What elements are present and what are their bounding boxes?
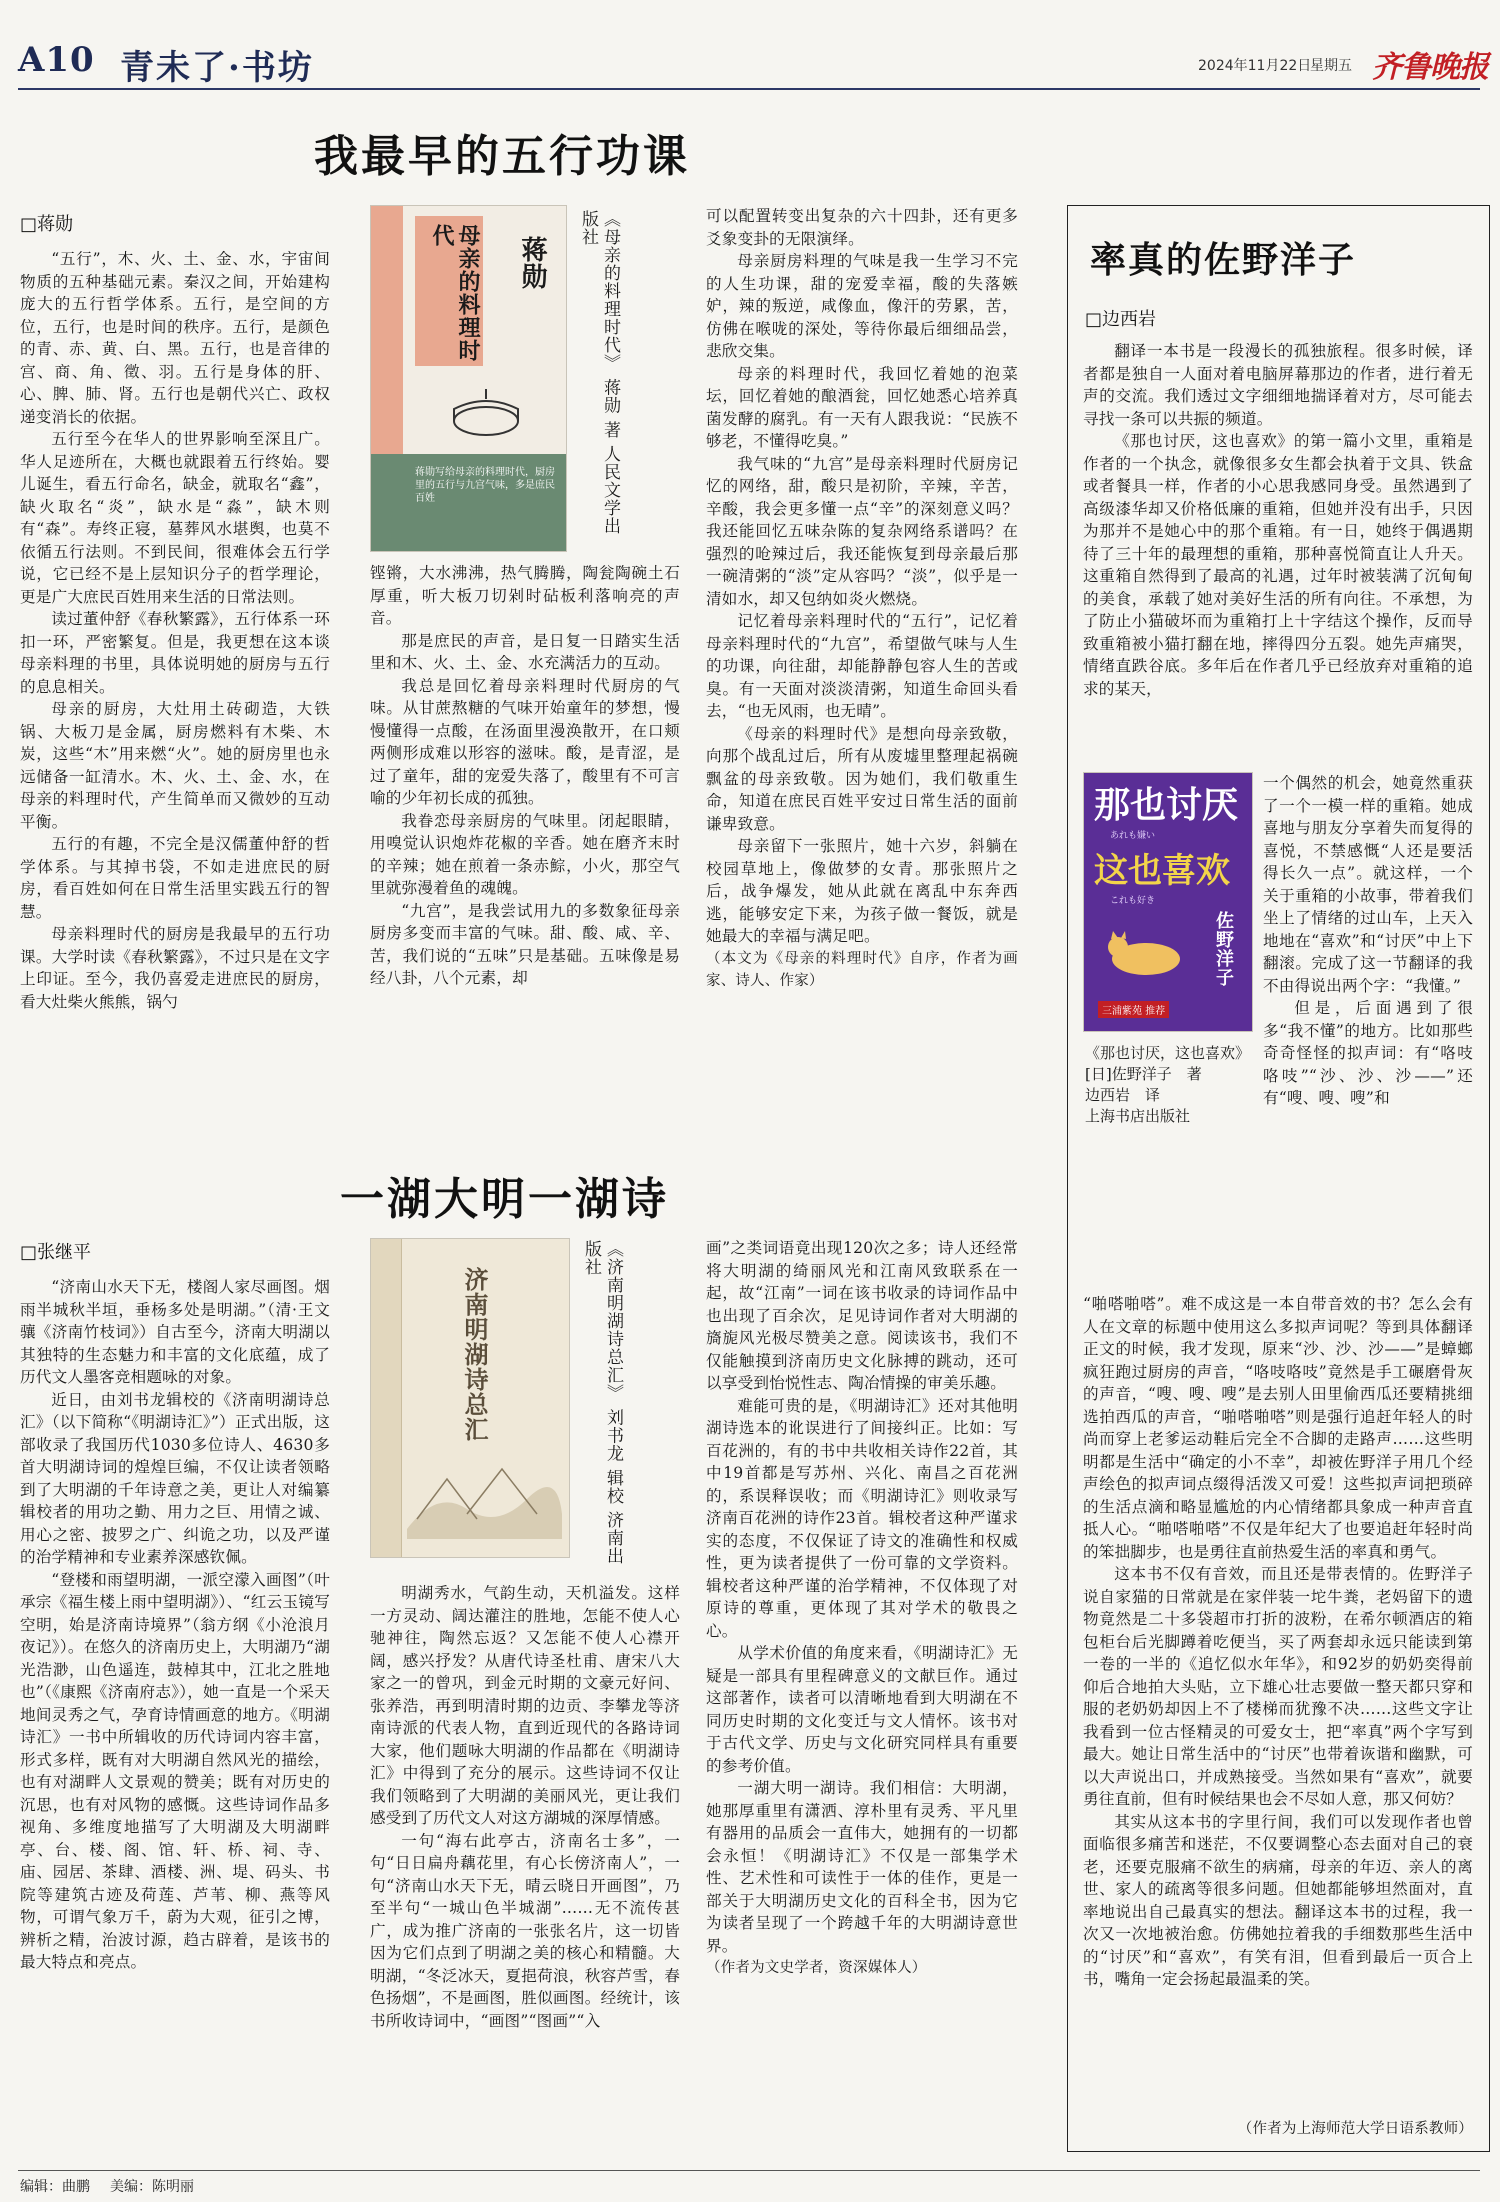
paragraph: 这本书不仅有音效，而且还是带表情的。佐野洋子说自家猫的日常就是在家伴装一坨牛粪，老妈留下的遗物竟然是二十多袋超市打折的波粉，在希尔顿酒店的箱包柜台后光脚蹲着吃便当，买了两套却永远只能读到第一卷的一半的《追忆似水年华》，和92岁的奶奶奕得前仰后合地拍大头贴，立下雄心壮志要做一整天都只穿和服的老奶奶却因上不了楼梯而犹豫不决……这些文字让我看到一位古怪精灵的可爱女士，把“率真”两个字写到最大。她让日常生活中的“讨厌”也带着诙谐和幽默，可以大声说出口，并成熟接受。当然如果有“喜欢”，就要勇往直前，但有时候结果也会不尽如人意，那又何妨？ xyxy=(1083,1565,1473,1808)
paragraph: 母亲厨房料理的气味是我一生学习不完的人生功课，甜的宠爱幸福，酸的失落嫉妒，辣的叛逆，咸像血，像汗的劳累，苦，仿佛在喉咙的深处，等待你最后细细品尝，悲欣交集。 xyxy=(706,252,1018,360)
paragraph: 明湖秀水，气韵生动，天机溢发。这样一方灵动、阔达灌注的胜地，怎能不使人心驰神往，陶然忘返？又怎能不使人心襟开阔，感兴抒发？从唐代诗圣杜甫、唐宋八大家之一的曾巩，到金元时期的文豪元好问、张养浩，再到明清时期的边贡、李攀龙等济南诗派的代表人物，直到近现代的各路诗词大家，他们题咏大明湖的作品都在《明湖诗汇》中得到了充分的展示。这些诗词不仅让我们领略到了大明湖的美丽风光，更让我们感受到了历代文人对这方湖城的深厚情感。 xyxy=(370,1584,680,1827)
paragraph: 一个偶然的机会，她竟然重获了一个一模一样的重箱。她成喜地与朋友分享着失而复得的喜悦，不禁感慨“人还是要活得长久一点”。就这样，一个关于重箱的小故事，带着我们坐上了情绪的过山车，上天入地地在“喜欢”和“讨厌”中上下翻滚。完成了这一节翻译的我不由得说出两个字：“我懂。” xyxy=(1263,774,1473,995)
paragraph: 母亲料理时代的厨房是我最早的五行功课。大学时读《春秋繁露》，不过只是在文字上印证。至今，我仍喜爱走进庶民的厨房，看大灶柴火熊熊，锅勺 xyxy=(20,925,330,1011)
paragraph: 我总是回忆着母亲料理时代厨房的气味。从甘蔗熬糖的气味开始童年的梦想，慢慢懂得一点酸，在汤面里漫涣散开，在口颊两侧形成难以形容的滋味。酸，是青涩，是过了童年，甜的宠爱失落了，酸里有不可言喻的少年初长成的孤独。 xyxy=(370,676,680,807)
paragraph: 《那也讨厌，这也喜欢》的第一篇小文里，重箱是作者的一个执念，就像很多女生都会执着于文具、铁盒或者餐具一样，作者的小心思我感同身受。虽然遇到了高级漆华却又价格低廉的重箱，但她并没有出手，只因为那并不是她心中的那个重箱。有一日，她终于偶遇期待了三十年的最理想的重箱，那种喜悦简直让人升天。这重箱自然得到了最高的礼遇，过年时被装满了沉甸甸的美食，承载了她对美好生活的所有向往。不承想，为了防止小猫破坏而为重箱打上十字结这个操作，反而导致重箱被小猫打翻在地，摔得四分五裂。她先声痛哭，情绪直跌谷底。多年后在作者几乎已经放弃对重箱的追求的某天， xyxy=(1083,432,1473,698)
paragraph: 近日，由刘书龙辑校的《济南明湖诗总汇》（以下简称“《明湖诗汇》”）正式出版，这部收录了我国历代1030多位诗人、4630多首大明湖诗词的煌煌巨编，不仅让读者领略到了大明湖的千年诗意之美，更让人对编纂辑校者的用功之勤、用力之巨、用情之诚、用心之密、披罗之广、纠诡之功，以及严谨的治学精神和专业素养深感钦佩。 xyxy=(20,1390,330,1566)
paragraph: 翻译一本书是一段漫长的孤独旅程。很多时候，译者都是独自一人面对着电脑屏幕那边的作者，进行着无声的交流。我们透过文字细细地揣译着对方，尽可能去寻找一条可以共振的频道。 xyxy=(1083,342,1473,428)
book-cover-mothers-cooking xyxy=(370,205,567,552)
article3-book-caption xyxy=(1085,1043,1255,1127)
paragraph: 从学术价值的角度来看，《明湖诗汇》无疑是一部具有里程碑意义的文献巨作。通过这部著作，读者可以清晰地看到大明湖在不同历史时期的文化变迁与文人情怀。该书对于古代文学、历史与文化研究同样具有重要的参考价值。 xyxy=(706,1644,1018,1775)
paragraph: 铿锵，大水沸沸，热气腾腾，陶瓮陶碗土石厚重，听大板刀切剁时砧板利落响亮的声音。 xyxy=(370,564,680,627)
cover-blurb: 蒋勋写给母亲的料理时代，厨房里的五行与九宫气味，多是庶民百姓 xyxy=(415,467,555,504)
article3-title: 率真的佐野洋子 xyxy=(1090,239,1357,281)
cover-title: 母亲的料理时代 xyxy=(429,224,481,362)
caption-line: [日]佐野洋子 著 xyxy=(1085,1065,1202,1083)
footer-designer: 美编：陈明丽 xyxy=(110,2179,194,2195)
paragraph: 《母亲的料理时代》是想向母亲致敬，向那个战乱过后，所有从废墟里整理起祸碗飘盆的母亲致敬。因为她们，我们敬重生命，知道在庶民百姓平安过日常生活的面前谦卑致意。 xyxy=(706,724,1018,833)
cover-illustration-icon xyxy=(441,381,531,441)
cover-small-a: あれも嫌い xyxy=(1110,831,1156,841)
cover-title: 济南明湖诗总汇 xyxy=(460,1267,489,1442)
paragraph: “啪嗒啪嗒”。难不成这是一本自带音效的书？怎么会有人在文章的标题中使用这么多拟声词呢？等到具体翻译正文的时候，我才发现，原来“沙、沙、沙——”是蟑螂疯狂跑过厨房的声音，“咯吱咯吱”竟然是手工碾磨骨灰的声音，“嗖、嗖、嗖”是去别人田里偷西瓜还要精挑细选拍西瓜的声音，“啪嗒啪嗒”则是强行追赶年轻人的时尚而穿上老爹运动鞋后完全不合脚的走路声……这些明明都是生活中“确定的小不幸”，却被佐野洋子用几个经声绘色的拟声词点缀得活泼又可爱！这些拟声词把琐碎的生活点滴和略显尴尬的内心情绪都具象成一种声音直抵人心。“啪嗒啪嗒”不仅是年纪大了也要追赶年轻时尚的笨拙脚步，也是勇往直前热爱生活的率真和勇气。 xyxy=(1083,1295,1473,1561)
footer-divider xyxy=(18,2170,1480,2171)
paragraph: 但是，后面遇到了很多“我不懂”的地方。比如那些奇奇怪怪的拟声词：有“咯吱咯吱”“沙、沙、沙——”还有“嗖、嗖、嗖”和 xyxy=(1263,999,1473,1107)
newspaper-logo: 齐鲁晚报 xyxy=(1372,50,1488,85)
issue-weekday: 星期五 xyxy=(1310,58,1352,74)
issue-date: 2024年11月22日 xyxy=(1198,58,1312,74)
article1-byline: □蒋勋 xyxy=(20,214,74,235)
paragraph: 那是庶民的声音，是日复一日踏实生活里和木、火、土、金、水充满活力的互动。 xyxy=(370,631,680,672)
article1-book-caption: 《母亲的料理时代》 蒋勋 著 人民文学出版社 xyxy=(578,210,620,536)
cover-title-a: 那也讨厌 xyxy=(1094,784,1239,826)
page-number: A10 xyxy=(18,40,95,80)
cover-landscape-icon xyxy=(407,1429,562,1539)
paragraph: 其实从这本书的字里行间，我们可以发现作者也曾面临很多痛苦和迷茫，不仅要调整心态去面对自己的衰老，还要克服痛不欲生的病痛，母亲的年迈、亲人的离世、家人的疏离等很多问题。但她都能够坦然面对，直率地说出自己最真实的想法。翻译这本书的过程，我一次又一次地被治愈。仿佛她拉着我的手细数那些生活中的“讨厌”和“喜欢”，有笑有泪，但看到最后一页合上书，嘴角一定会扬起最温柔的笑。 xyxy=(1083,1812,1473,1988)
footer-editor: 编辑：曲鹏 xyxy=(20,2179,90,2195)
paragraph: 我气味的“九宫”是母亲料理时代厨房记忆的网络，甜，酸只是初阶，辛辣，辛苦，辛酸，我会更多懂一点“辛”的深刻意义吗？我还能回忆五味杂陈的复杂网络系谱吗？在强烈的呛辣过后，我还能恢复到母亲最后那一碗清粥的“淡”定从容吗？“淡”，似乎是一清如水，却又包纳如炎火燃烧。 xyxy=(706,454,1018,608)
cover-spine xyxy=(371,1239,402,1557)
paragraph: “九宫”，是我尝试用九的多数象征母亲厨房多变而丰富的气味。甜、酸、咸、辛、苦，我们说的“五味”只是基础。五味像是易经八卦，八个元素，却 xyxy=(370,901,680,987)
article2-column-1 xyxy=(20,1276,330,2150)
article1-column-3 xyxy=(706,205,1018,1030)
article1-column-1 xyxy=(20,248,330,1030)
article2-author-note: （作者为文史学者，资深媒体人） xyxy=(706,1960,927,1976)
article3-text-top xyxy=(1083,340,1473,766)
section-title: 青未了·书坊 xyxy=(120,48,314,88)
paragraph: “登楼和雨望明湖，一派空濛入画图”（叶承宗《福生楼上雨中望明湖》）、“红云玉镜写空明，始是济南诗境界”（翁方纲《小沧浪月夜记》）。在悠久的济南历史上，大明湖乃“湖光浩渺，山色遥连，鼓棹其中，江北之胜地也”（《康熙《济南府志》），她一直是一个采天地间灵秀之气，孕育诗情画意的地方。《明湖诗汇》一书中所辑收的历代诗词内容丰富，形式多样，既有对大明湖自然风光的描绘，也有对湖畔人文景观的赞美；既有对历史的沉思，也有对风物的感慨。这些诗词作品多视角、多维度地描写了大明湖及大明湖畔亭、台、楼、阁、馆、轩、桥、祠、寺、庙、园居、茶肆、酒楼、洲、堤、码头、书院等建筑古迹及荷莲、芦苇、柳、燕等风物，可谓气象万千，蔚为大观，征引之博，辨析之精，治波讨源，趋古辟着，是该书的最大特点和亮点。 xyxy=(20,1570,330,1971)
article3-text-narrow xyxy=(1263,772,1473,1288)
paragraph: 母亲留下一张照片，她十六岁，斜躺在校园草地上，像做梦的女青。那张照片之后，战争爆发，她从此就在离乱中东奔西逃，能够安定下来，为孩子做一餐饭，就是她最大的幸福与满足吧。 xyxy=(706,837,1018,945)
paragraph: 画”之类词语竟出现120次之多；诗人还经常将大明湖的绮丽风光和江南风致联系在一起，故“江南”一词在该书收录的诗词作品中也出现了百余次，足见诗词作者对大明湖的旖旎风光极尽赞美之意。阅读该书，我们不仅能触摸到济南历史文化脉搏的跳动，还可以享受到怡悦性志、陶冶情操的审美乐趣。 xyxy=(706,1239,1018,1392)
article2-column-3 xyxy=(706,1237,1018,2150)
article2-title: 一湖大明一湖诗 xyxy=(340,1174,669,1225)
cat-illustration-icon xyxy=(1096,921,1196,981)
masthead-divider xyxy=(18,88,1480,90)
paragraph: 母亲的料理时代，我回忆着她的泡菜坛，回忆着她的酿酒瓮，回忆她悉心培养真菌发酵的腐乳。有一天有人跟我说：“民族不够老，不懂得吃臭。” xyxy=(706,364,1018,450)
article2-book-caption: 《济南明湖诗总汇》 刘书龙 辑校 济南出版社 xyxy=(581,1240,623,1566)
article2-byline: □张继平 xyxy=(20,1242,92,1263)
paragraph: 一湖大明一湖诗。我们相信：大明湖，她那厚重里有潇洒、淳朴里有灵秀、平凡里有器用的品质会一直伟大，她拥有的一切都会永恒！《明湖诗汇》不仅是一部集学术性、艺术性和可读性于一体的佳作，更是一部关于大明湖历史文化的百科全书，因为它为读者呈现了一个跨越千年的大明湖诗意世界。 xyxy=(706,1779,1018,1955)
article3-text-bottom xyxy=(1083,1293,1473,2113)
paragraph: 母亲的厨房，大灶用土砖砌造，大铁锅、大板刀是金属，厨房燃料有木柴、木炭，这些“木”用来燃“火”。她的厨房里也永远储备一缸清水。木、火、土、金、水，在母亲的料理时代，产生简单而又微妙的互动平衡。 xyxy=(20,700,330,831)
paragraph: 五行的有趣，不完全是汉儒董仲舒的哲学体系。与其掉书袋，不如走进庶民的厨房，看百姓如何在日常生活里实践五行的智慧。 xyxy=(20,835,330,921)
article1-column-2 xyxy=(370,562,680,1030)
paragraph: “五行”，木、火、土、金、水，宇宙间物质的五种基础元素。秦汉之间，开始建构庞大的五行哲学体系。五行，是空间的方位，五行，也是时间的秩序。五行，是颜色的青、赤、黄、白、黑。五行，也是音律的宫、商、角、徵、羽。五行是身体的肝、心、脾、肺、肾。五行也是朝代兴亡、政权递变消长的依据。 xyxy=(20,250,330,426)
book-cover-mingming-lake-poems xyxy=(370,1238,570,1558)
cover-author: 蒋勋 xyxy=(517,236,547,290)
caption-line: 上海书店出版社 xyxy=(1085,1107,1191,1125)
article2-column-2 xyxy=(370,1582,680,2150)
paragraph: 五行至今在华人的世界影响至深且广。华人足迹所在，大概也就跟着五行终始。婴儿诞生，看五行命名，缺金，就取名“鑫”，缺火取名“炎”，缺水是“淼”，缺木则有“森”。寿终正寝，墓葬风水堪舆，也莫不依循五行法则。不到民间，很难体会五行学说，它已经不是上层知识分子的哲学理论，更是广大庶民百姓用来生活的日常法则。 xyxy=(20,430,330,606)
cover-small-b: これも好き xyxy=(1110,896,1156,906)
cover-author: 佐野洋子 xyxy=(1213,911,1234,987)
book-cover-sano-yoko xyxy=(1083,772,1253,1032)
article3-author-note: （作者为上海师范大学日语系教师） xyxy=(1237,2121,1473,2137)
paragraph: 难能可贵的是，《明湖诗汇》还对其他明湖诗选本的讹误进行了间接纠正。比如：写百花洲的，有的书中共收相关诗作22首，其中19首都是写苏州、兴化、南昌之百花洲的，系误释误收；而《明湖诗汇》则收录写济南百花洲的诗作23首。辑校者这种严谨求实的态度，不仅保证了诗文的准确性和权威性，更为读者提供了一份可靠的文学资料。辑校者这种严谨的治学精神，不仅体现了对原诗的尊重，更体现了其对学术的敬畏之心。 xyxy=(706,1396,1018,1640)
paragraph: “济南山水天下无，楼阁人家尽画图。烟雨半城秋半垣，垂杨多处是明湖。”（清·王文骧《济南竹枝词》）自古至今，济南大明湖以其独特的生态魅力和丰富的文化底蕴，成了历代文人墨客竞相题咏的对象。 xyxy=(20,1278,330,1386)
article3-author-note-wrap xyxy=(1083,2118,1473,2144)
caption-line: 《那也讨厌，这也喜欢》 xyxy=(1085,1044,1251,1062)
paragraph: 读过董仲舒《春秋繁露》，五行体系一环扣一环，严密繁复。但是，我更想在这本谈母亲料理的书里，具体说明她的厨房与五行的息息相关。 xyxy=(20,610,330,696)
paragraph: 记忆着母亲料理时代的“五行”，记忆着母亲料理时代的“九宫”，希望做气味与人生的功课，向往甜，却能静静包容人生的苦或臭。有一天面对淡淡清粥，知道生命回头看去，“也无风雨，也无晴”。 xyxy=(706,612,1018,720)
article3-byline: □边西岩 xyxy=(1085,309,1157,330)
paragraph: 可以配置转变出复杂的六十四卦，还有更多爻象变卦的无限演绎。 xyxy=(706,207,1018,248)
cover-title-b: 这也喜欢 xyxy=(1094,851,1230,891)
paragraph: 一句“海右此亭古，济南名士多”，一句“日日扁舟藕花里，有心长傍济南人”，一句“济南山水天下无，晴云晓日开画图”，乃至半句“一城山色半城湖”……无不流传甚广，成为推广济南的一张张名片，这一切皆因为它们点到了明湖之美的核心和精髓。大明湖，“冬泛冰天，夏挹荷浪，秋容芦雪，春色扬烟”，不是画图，胜似画图。经统计，该书所收诗词中，“画图”“图画”“入 xyxy=(370,1831,680,2030)
article1-title: 我最早的五行功课 xyxy=(314,131,690,182)
paragraph: 我眷恋母亲厨房的气味里。闭起眼睛，用嗅觉认识炮炸花椒的辛香。她在磨齐末时的辛辣；她在煎着一条赤鯮，小火，那空气里就弥漫着鱼的魂魄。 xyxy=(370,811,680,897)
cover-recommend-label: 三浦紫苑 推荐 xyxy=(1098,1001,1169,1018)
caption-line: 边西岩 译 xyxy=(1085,1086,1161,1104)
article1-author-note: （本文为《母亲的料理时代》自序，作者为画家、诗人、作家） xyxy=(706,950,1018,989)
